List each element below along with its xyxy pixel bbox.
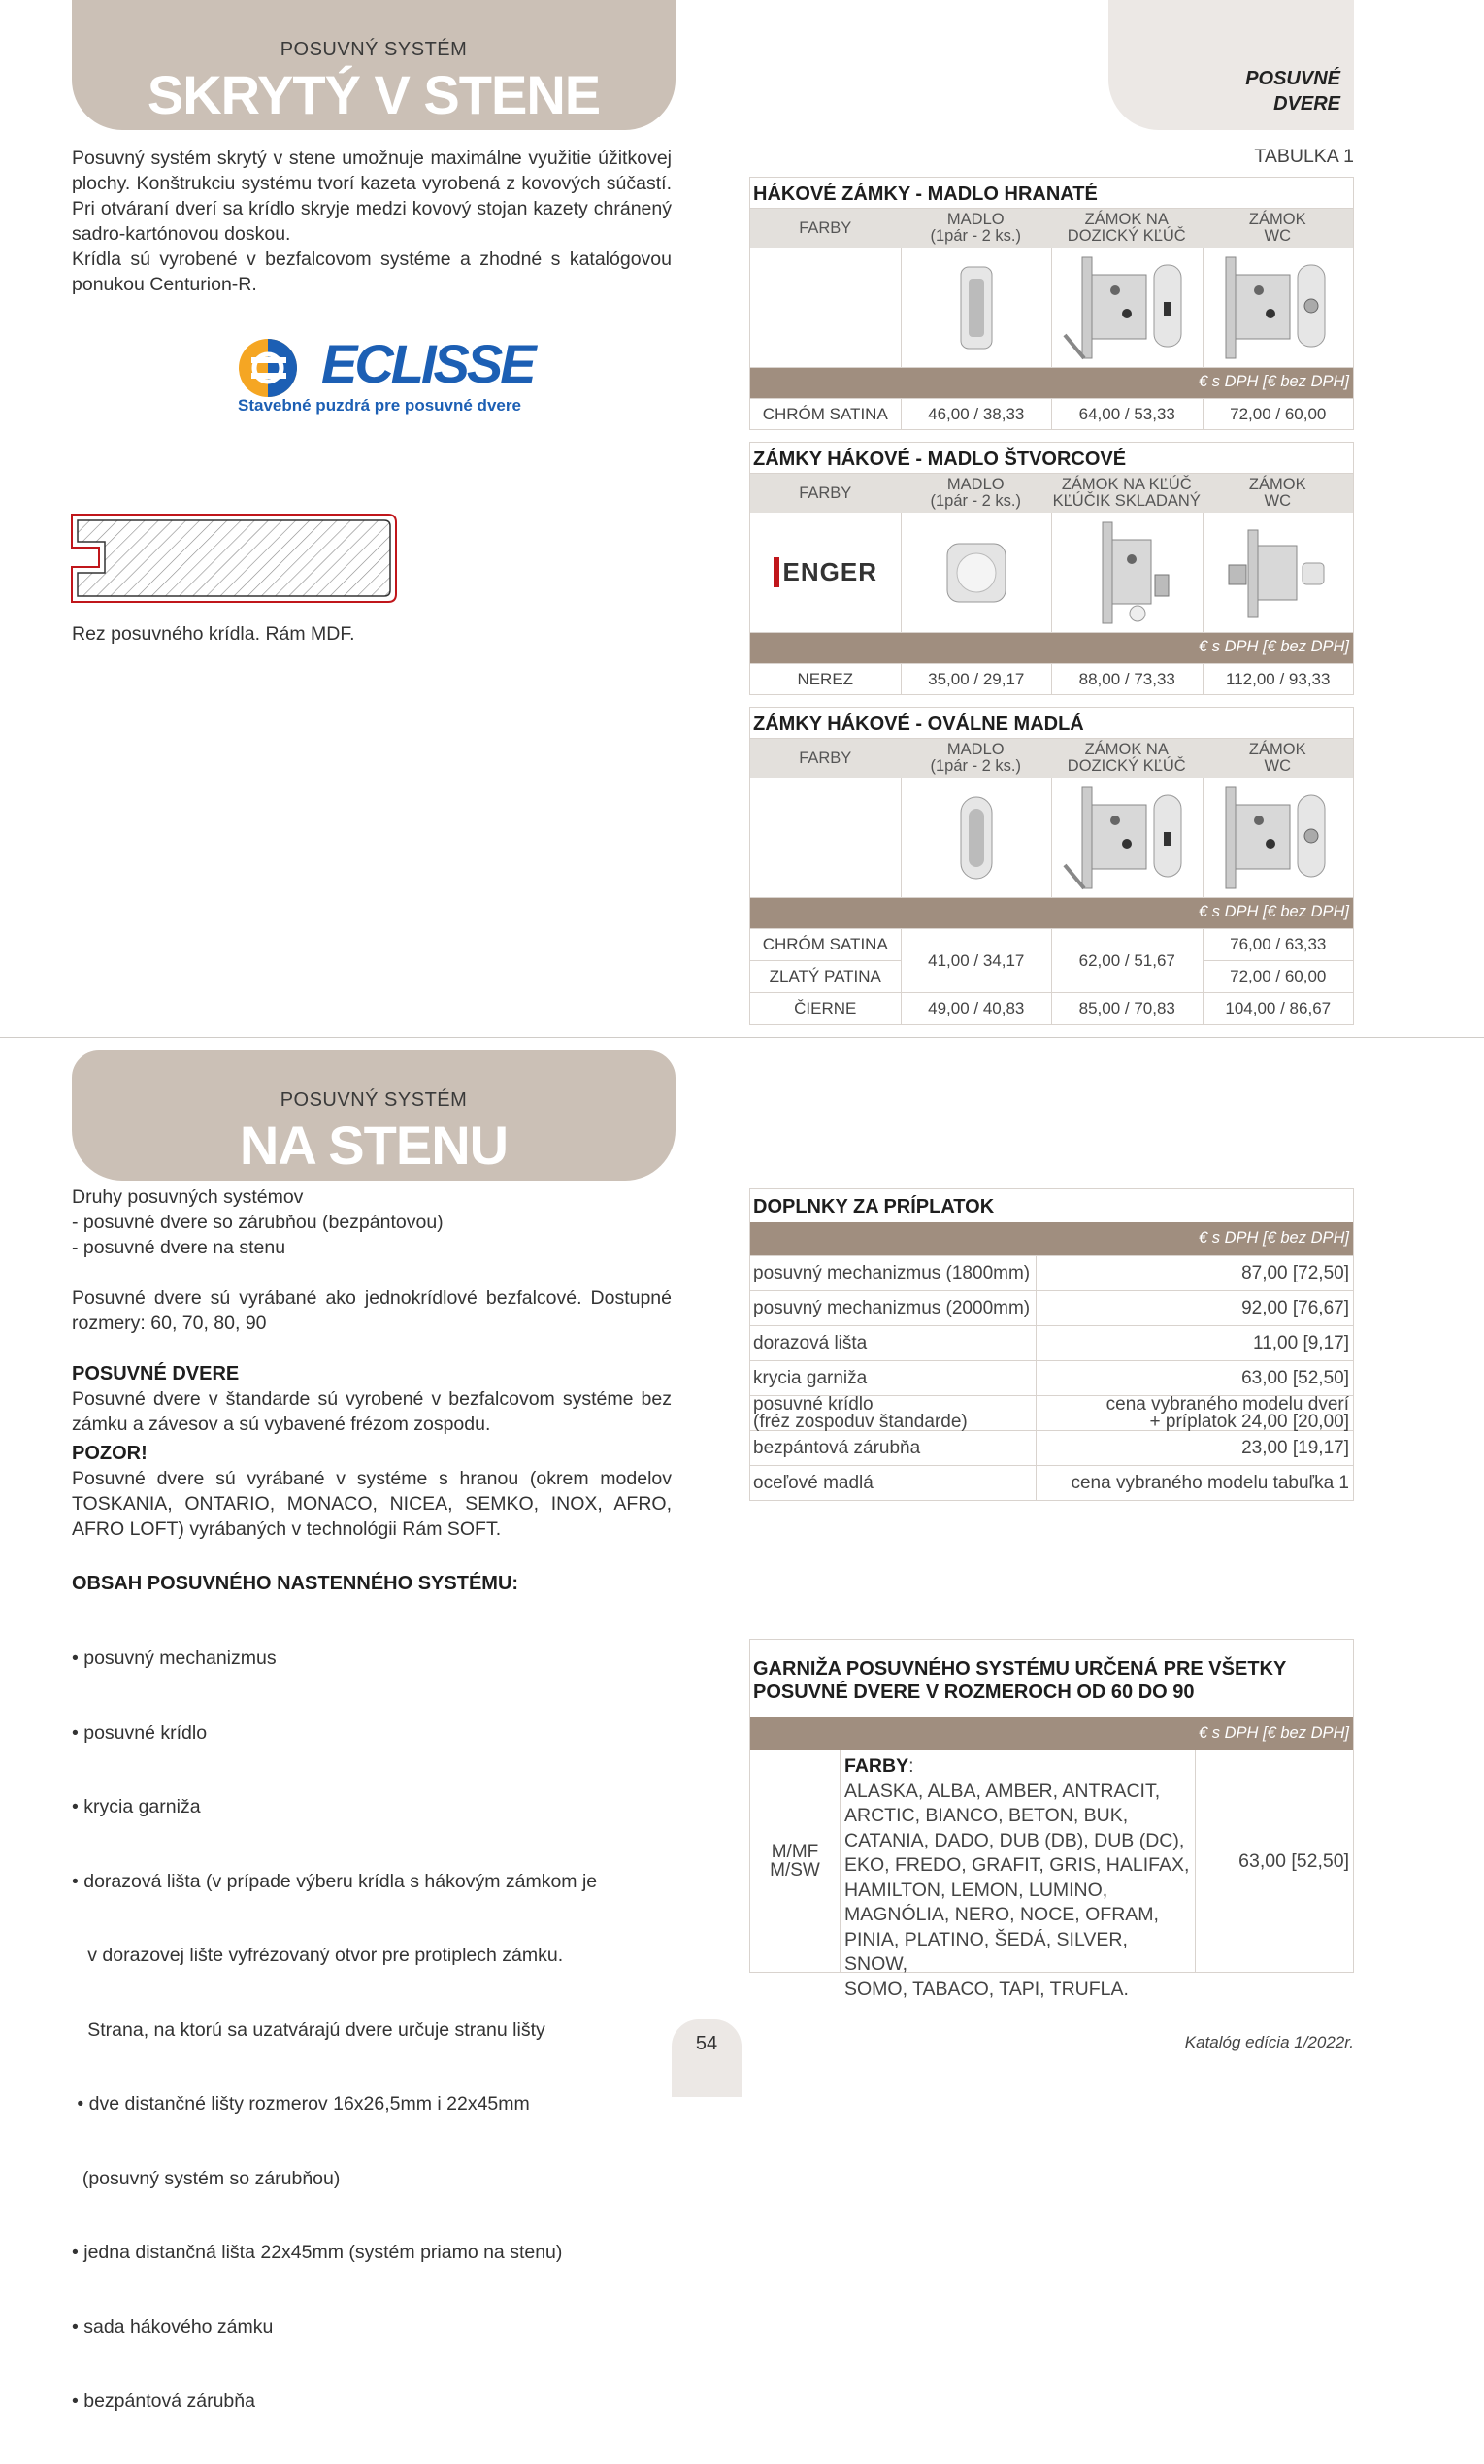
cell-code: M/MF M/SW	[750, 1750, 841, 1972]
list-item: • dve distančné lišty rozmerov 16x26,5mm i 22x45mm	[72, 2093, 530, 2114]
lock-wc-icon	[1210, 251, 1346, 364]
title-line: POSUVNÉ DVERE V ROZMEROCH OD 60 DO 90	[753, 1682, 1195, 1703]
lock-with-key-icon	[1059, 251, 1195, 364]
list-item: v dorazovej lište vyfrézovaný otvor pre protiplech zámku.	[72, 1945, 564, 1966]
price-note-bar: € s DPH [€ bez DPH]	[750, 1222, 1353, 1255]
cell-item: krycia garniža	[750, 1361, 1037, 1395]
cell-item: posuvný mechanizmus (2000mm)	[750, 1291, 1037, 1325]
corner-tab	[1108, 0, 1354, 130]
table-row	[750, 1395, 1353, 1430]
lock-key-image	[1051, 248, 1203, 367]
table-hakove-stvorcove	[749, 442, 1354, 695]
color-column	[750, 929, 901, 1024]
table-title: HÁKOVÉ ZÁMKY - MADLO HRANATÉ	[750, 178, 1353, 209]
color-line: SOMO, TABACO, TAPI, TRUFLA.	[844, 1978, 1129, 2000]
cell-price: 87,00 [72,50]	[1241, 1262, 1349, 1283]
zamok-column	[1051, 929, 1203, 1024]
cell-price: 63,00 [52,50]	[1241, 1367, 1349, 1388]
handle-oval-icon	[957, 795, 996, 881]
table-row	[750, 398, 1353, 429]
price-note-bar: € s DPH [€ bez DPH]	[750, 368, 1353, 398]
lock-folding-key-image	[1051, 513, 1203, 632]
cell-price: 23,00 [19,17]	[1241, 1437, 1349, 1458]
table-row	[750, 1255, 1353, 1290]
intro-paragraph-2: Krídla sú vyrobené v bezfalcovom systéme a zhodné s katalógovou ponukou Centurion-R.	[72, 249, 672, 295]
page-number: 54	[672, 2019, 742, 2097]
price-note-bar: € s DPH [€ bez DPH]	[750, 1717, 1353, 1750]
cell-item: dorazová lišta	[750, 1326, 1037, 1360]
cell-item: posuvné krídlo (fréz zospoduv štandarde)	[750, 1396, 1037, 1430]
table-title	[750, 1640, 1353, 1717]
garniza-row	[750, 1750, 1353, 2000]
table-doplnky	[749, 1188, 1354, 1501]
table-header	[750, 474, 1353, 513]
cell-price-wc: 112,00 / 93,33	[1203, 664, 1354, 694]
header-farby: FARBY	[799, 218, 852, 237]
section-subtitle: POSUVNÝ SYSTÉM	[280, 1089, 468, 1111]
cell-item: posuvný mechanizmus (1800mm)	[750, 1256, 1037, 1290]
pozor-text: Posuvné dvere sú vyrábané v systéme s hranou (okrem modelov TOSKANIA, ONTARIO, MONACO, NICEA, SEMKO, INOX, AFRO, AFRO LOFT) vyrábaných v technológii Rám SOFT.	[72, 1468, 672, 1540]
section-title: NA STENU	[239, 1115, 509, 1176]
list-item: • posuvný mechanizmus	[72, 1648, 277, 1669]
handle-square-image	[901, 513, 1052, 632]
handle-rect-image	[901, 248, 1052, 367]
lock-wc-image	[1203, 513, 1354, 632]
cell-price: 63,00 [52,50]	[1238, 1849, 1349, 1872]
cell-price-wc: 76,00 / 63,33	[1230, 935, 1327, 953]
list-item: • bezpántová zárubňa	[72, 2390, 255, 2412]
color-line: MAGNÓLIA, NERO, NOCE, OFRAM,	[844, 1904, 1159, 1925]
cell-price-zamok: 88,00 / 73,33	[1051, 664, 1203, 694]
cell-price: cena vybraného modelu dverí + príplatok 24,00 [20,00]	[1105, 1393, 1349, 1432]
obsah-list	[72, 1596, 672, 2464]
lock-with-key-icon	[1059, 782, 1195, 894]
header-farby: FARBY	[799, 749, 852, 767]
eclisse-brand: ECLISSE	[321, 333, 534, 394]
color-line: EKO, FREDO, GRAFIT, GRIS, HALIFAX,	[844, 1854, 1190, 1876]
cell-price-zamok: 64,00 / 53,33	[1051, 399, 1203, 429]
eclisse-emblem-icon	[236, 336, 313, 400]
table-hakove-ovalne	[749, 707, 1354, 1025]
cell-price-wc: 72,00 / 60,00	[1203, 399, 1354, 429]
dvere-text: Posuvné dvere v štandarde sú vyrobené v bezfalcovom systéme bez zámku a závesov a sú vybavené frézom zospodu.	[72, 1388, 672, 1435]
section-divider	[0, 1037, 1484, 1038]
cell-price-wc: 104,00 / 86,67	[1204, 992, 1354, 1024]
table-label: TABULKA 1	[1254, 146, 1354, 167]
header-zamok-wc: ZÁMOK WC	[1248, 211, 1306, 245]
corner-line-1: POSUVNÉ	[1245, 68, 1340, 89]
lock-key-image	[1051, 778, 1203, 897]
table-row	[750, 1465, 1353, 1500]
color-line: ARCTIC, BIANCO, BETON, BUK,	[844, 1805, 1129, 1826]
cell-price: cena vybraného modelu tabuľka 1	[1071, 1472, 1349, 1493]
farby-label: FARBY	[844, 1755, 909, 1777]
types-title: Druhy posuvných systémov	[72, 1186, 304, 1208]
cell-color: ČIERNE	[750, 992, 901, 1024]
table-row	[750, 1430, 1353, 1465]
color-line: CATANIA, DADO, DUB (DB), DUB (DC),	[844, 1829, 1185, 1851]
cell-color: ZLATÝ PATINA	[750, 960, 901, 992]
product-images	[750, 248, 1353, 368]
cell-price: 92,00 [76,67]	[1241, 1297, 1349, 1318]
cell-color: CHRÓM SATINA	[762, 404, 888, 423]
section-header-skryty	[72, 0, 676, 130]
color-line: PINIA, PLATINO, ŠEDÁ, SILVER, SNOW,	[844, 1928, 1128, 1975]
pozor-title: POZOR!	[72, 1443, 148, 1464]
corner-line-2: DVERE	[1273, 93, 1340, 115]
image-cell-empty	[750, 778, 901, 897]
handle-square-icon	[945, 542, 1007, 604]
list-item: Strana, na ktorú sa uzatvárajú dvere určuje stranu lišty	[72, 2018, 545, 2041]
cell-item: oceľové madlá	[750, 1466, 1037, 1500]
obsah-title: OBSAH POSUVNÉHO NASTENNÉHO SYSTÉMU:	[72, 1573, 519, 1594]
lock-wc-image	[1203, 778, 1354, 897]
sizes-text: Posuvné dvere sú vyrábané ako jednokrídlové bezfalcové. Dostupné rozmery: 60, 70, 80, 90	[72, 1287, 672, 1334]
table-row	[750, 1290, 1353, 1325]
color-line: ALASKA, ALBA, AMBER, ANTRACIT,	[844, 1780, 1161, 1802]
header-zamok-kluc: ZÁMOK NA DOZICKÝ KĽÚČ	[1067, 211, 1186, 245]
table-row	[750, 1325, 1353, 1360]
price-note-bar: € s DPH [€ bez DPH]	[750, 898, 1353, 928]
table-body	[750, 928, 1353, 1024]
cell-price-merged: 41,00 / 34,17	[928, 950, 1025, 970]
stena-content	[72, 1184, 672, 2464]
lock-wc-image	[1203, 248, 1354, 367]
list-item: (posuvný systém so zárubňou)	[72, 2167, 341, 2189]
header-farby: FARBY	[799, 483, 852, 502]
eclisse-logo	[236, 333, 534, 417]
product-images	[750, 513, 1353, 633]
price-note-bar: € s DPH [€ bez DPH]	[750, 633, 1353, 663]
intro-paragraph: Posuvný systém skrytý v stene umožnuje maximálne využitie úžitkovej plochy. Konštrukciu systému tvorí kazeta vyrobená z kovových súčastí. Pri otváraní dverí sa krídlo skryje medzi kovový stojan kazety chránený sadro-kartónovou doskou.	[72, 148, 672, 245]
cell-price-madlo: 46,00 / 38,33	[901, 399, 1052, 429]
list-item: • jedna distančná lišta 22x45mm (systém priamo na stenu)	[72, 2242, 563, 2263]
image-cell-empty	[750, 248, 901, 367]
cell-price-madlo: 35,00 / 29,17	[901, 664, 1052, 694]
cell-price-zamok: 85,00 / 70,83	[1052, 992, 1203, 1024]
cell-color: CHRÓM SATINA	[762, 935, 888, 953]
section-header-na-stenu	[72, 1050, 676, 1181]
corner-label	[1245, 66, 1340, 117]
type-item: - posuvné dvere na stenu	[72, 1237, 286, 1258]
cell-price-madlo: 49,00 / 40,83	[902, 992, 1052, 1024]
list-item: • sada hákového zámku	[72, 2315, 274, 2338]
cell-price-merged: 62,00 / 51,67	[1078, 950, 1175, 970]
header-zamok-wc: ZÁMOK WC	[1248, 741, 1306, 775]
cell-price: 11,00 [9,17]	[1253, 1332, 1349, 1353]
header-zamok-wc: ZÁMOK WC	[1248, 476, 1306, 510]
table-row	[750, 1360, 1353, 1395]
title-line: GARNIŽA POSUVNÉHO SYSTÉMU URČENÁ PRE VŠETKY	[753, 1658, 1287, 1680]
table-title: ZÁMKY HÁKOVÉ - MADLO ŠTVORCOVÉ	[750, 443, 1353, 474]
cell-color: NEREZ	[797, 669, 854, 688]
color-line: HAMILTON, LEMON, LUMINO,	[844, 1879, 1108, 1901]
edition-label: Katalóg edícia 1/2022r.	[1184, 2033, 1354, 2051]
header-madlo: MADLO (1pár - 2 ks.)	[930, 741, 1022, 775]
wc-column	[1203, 929, 1354, 1024]
table-title: DOPLNKY ZA PRÍPLATOK	[753, 1196, 995, 1217]
cell-price-wc: 72,00 / 60,00	[1204, 960, 1354, 992]
table-header	[750, 209, 1353, 248]
section-title: SKRYTÝ V STENE	[147, 64, 601, 125]
lock-wc-icon	[1225, 516, 1332, 629]
header-madlo: MADLO (1pár - 2 ks.)	[930, 476, 1022, 510]
header-zamok-kluc: ZÁMOK NA KĽÚČ KĽÚČIK SKLADANÝ	[1052, 476, 1201, 510]
handle-rect-icon	[957, 265, 996, 350]
dvere-title: POSUVNÉ DVERE	[72, 1363, 240, 1384]
table-header	[750, 739, 1353, 778]
list-item: • krycia garniža	[72, 1796, 201, 1817]
type-item: - posuvné dvere so zárubňou (bezpántovou)	[72, 1212, 444, 1233]
intro-text	[72, 146, 672, 297]
table-hakove-hranate	[749, 177, 1354, 430]
enger-logo	[750, 513, 901, 632]
eclisse-tagline: Stavebné puzdrá pre posuvné dvere	[238, 396, 521, 415]
table-row	[750, 663, 1353, 694]
section-caption: Rez posuvného krídla. Rám MDF.	[72, 623, 355, 645]
table-title: ZÁMKY HÁKOVÉ - OVÁLNE MADLÁ	[750, 708, 1353, 739]
header-madlo: MADLO (1pár - 2 ks.)	[930, 211, 1022, 245]
enger-brand: ENGER	[774, 557, 877, 587]
lock-folding-key-icon	[1073, 516, 1180, 629]
section-subtitle: POSUVNÝ SYSTÉM	[280, 39, 468, 60]
cell-colors: FARBY: ALASKA, ALBA, AMBER, ANTRACIT, ARCTIC, BIANCO, BETON, BUK, CATANIA, DADO, DUB (DB), DUB (DC), EKO, FREDO, GRAFIT, GRIS, HALIFAX, HAMILTON, LEMON, LUMINO, MAGNÓLIA, NERO, NOCE, OFRAM, PINIA, PLATINO, ŠEDÁ, SILVER, SNOW, SOMO, TABACO, TAPI, TRUFLA.	[841, 1750, 1196, 1972]
lock-wc-icon	[1210, 782, 1346, 894]
table-garniza	[749, 1639, 1354, 2000]
list-item: • posuvné krídlo	[72, 1721, 208, 1744]
madlo-column	[901, 929, 1052, 1024]
product-images	[750, 778, 1353, 898]
cell-item: bezpántová zárubňa	[750, 1431, 1037, 1465]
header-zamok-kluc: ZÁMOK NA DOZICKÝ KĽÚČ	[1067, 741, 1186, 775]
door-section-drawing	[70, 513, 398, 606]
handle-oval-image	[901, 778, 1052, 897]
list-item: • dorazová lišta (v prípade výberu krídla s hákovým zámkom je	[72, 1870, 598, 1892]
